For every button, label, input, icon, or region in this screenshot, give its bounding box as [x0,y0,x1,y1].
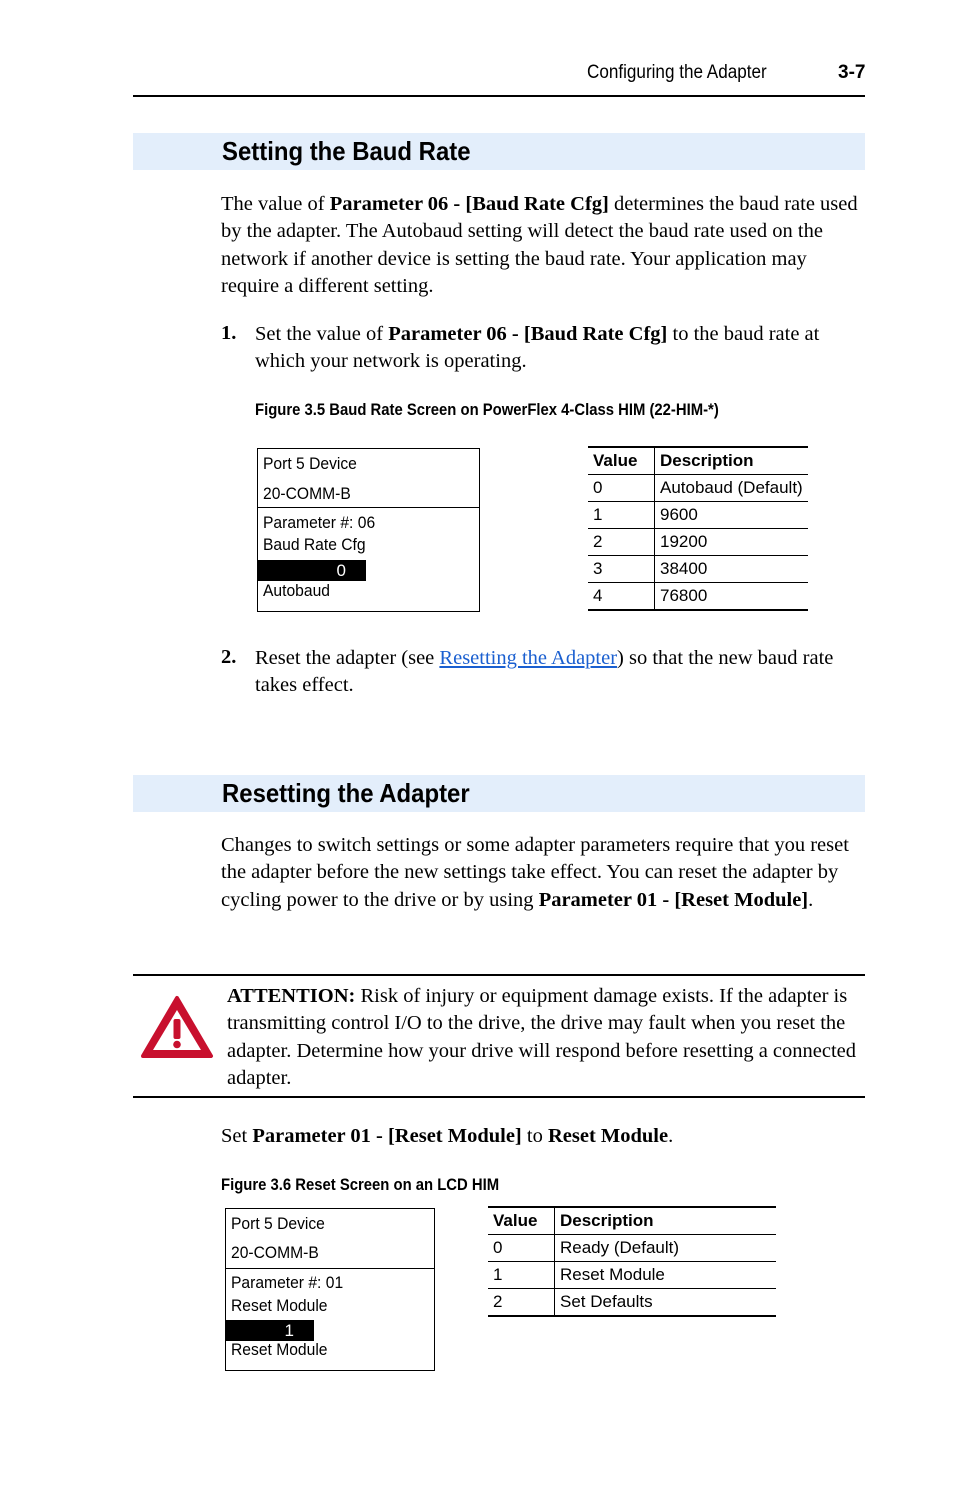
warning-triangle-icon [140,994,214,1060]
table-row: 2 19200 [588,529,808,556]
table-header: Value [488,1207,555,1235]
attention-top-rule [133,974,865,976]
value-table [588,446,808,611]
section-heading-band [133,133,865,170]
him-line: Reset Module [231,1296,328,1315]
step-text: Reset the adapter (see Resetting the Adapter) so that the new baud rate takes effect. [255,647,834,697]
attention-bottom-rule [133,1096,865,1098]
table-header: Description [555,1207,777,1235]
section-heading-band [133,775,865,812]
him-line: Reset Module [231,1340,328,1359]
page-number: 3-7 [838,62,866,83]
him-line: Port 5 Device [231,1214,325,1233]
step-number: 2. [221,646,237,668]
figure-caption: Figure 3.6 Reset Screen on an LCD HIM [221,1176,500,1194]
him-divider [258,507,479,508]
table-row: 0 Autobaud (Default) [588,475,808,502]
table-row: 4 76800 [588,583,808,611]
him-divider [226,1268,434,1269]
resetting-adapter-link[interactable]: Resetting the Adapter [439,647,618,669]
step-text: Set the value of Parameter 06 - [Baud Rate Cfg] to the baud rate at which your network is operating. [255,323,820,373]
table-row: 3 38400 [588,556,808,583]
him-value-highlight: 0 [258,560,366,581]
him-line: Parameter #: 06 [263,513,376,532]
him-line: Baud Rate Cfg [263,535,366,554]
set-instruction: Set Parameter 01 - [Reset Module] to Reset Module. [221,1125,674,1147]
him-lcd-screen [257,448,480,612]
table-row: 1 Reset Module [488,1262,776,1289]
step-number: 1. [221,322,237,344]
him-line: Port 5 Device [263,454,357,473]
header-rule [133,95,865,97]
running-header-title: Configuring the Adapter [587,62,767,83]
him-lcd-screen [225,1208,435,1371]
intro-paragraph: Changes to switch settings or some adapter parameters require that you reset the adapter before the new settings take effect. You can reset the adapter by cycling power to the drive or by using Parameter 01 - [Reset Module]. [221,834,849,911]
table-header: Value [588,447,655,475]
intro-paragraph: The value of Parameter 06 - [Baud Rate Cfg] determines the baud rate used by the adapter. The Autobaud setting will detect the baud rate used on the network if another device is setting the baud rate. Your application may require a different setting. [221,193,858,297]
table-row: 1 9600 [588,502,808,529]
value-table [488,1206,776,1317]
attention-text: ATTENTION: Risk of injury or equipment damage exists. If the adapter is transmitting control I/O to the drive, the drive may fault when you reset the adapter. Determine how your drive will respond before resetting a connected adapter. [227,985,857,1089]
figure-caption: Figure 3.5 Baud Rate Screen on PowerFlex 4-Class HIM (22-HIM-*) [255,401,719,419]
him-value-highlight: 1 [226,1320,314,1341]
section-heading: Resetting the Adapter [222,778,470,808]
him-line: 20-COMM-B [263,484,351,503]
section-heading: Setting the Baud Rate [222,136,471,166]
him-line: 20-COMM-B [231,1243,319,1262]
table-header: Description [655,447,809,475]
table-row: 0 Ready (Default) [488,1235,776,1262]
him-line: Autobaud [263,581,330,600]
him-line: Parameter #: 01 [231,1273,344,1292]
table-row: 2 Set Defaults [488,1289,776,1317]
